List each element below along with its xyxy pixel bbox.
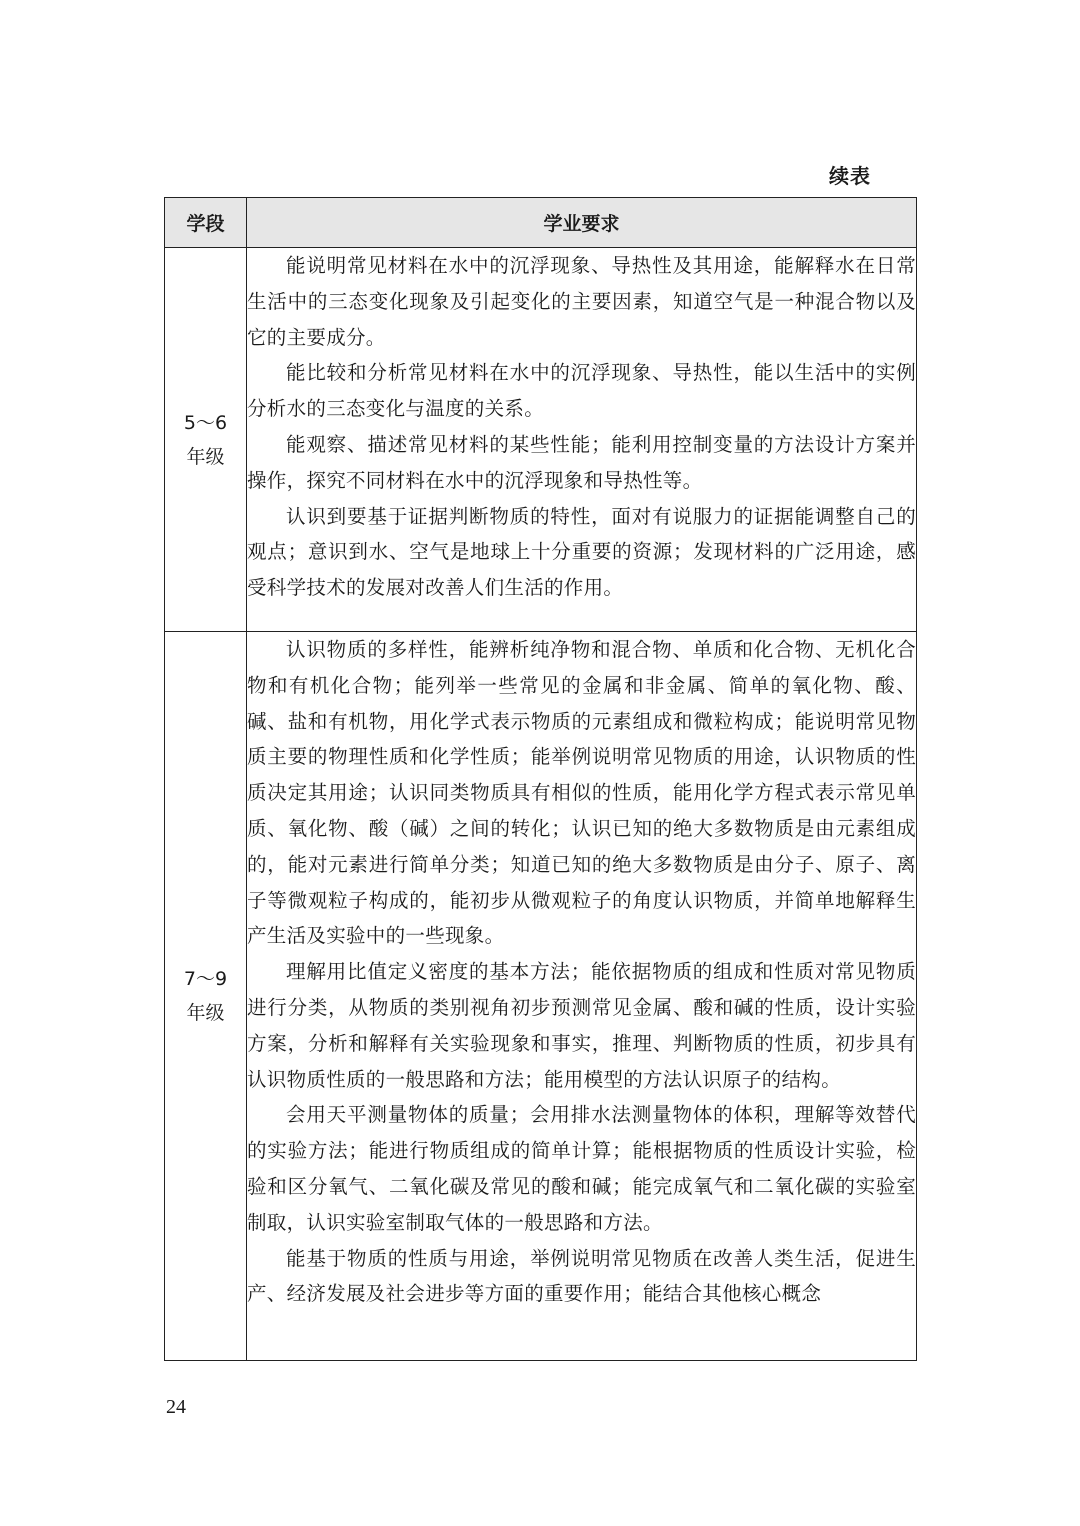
academic-requirements-table [164,197,917,1361]
stage-grade-label: 年级 [186,445,225,468]
page-number: 24 [166,1396,186,1418]
requirement-paragraph: 能基于物质的性质与用途，举例说明常见物质在改善人类生活，促进生产、经济发展及社会进步等方面的重要作用；能结合其他核心概念 [247,1246,916,1306]
stage-grade-range: 7～9 [183,968,228,990]
table-row [165,248,917,632]
stage-grade-range: 5～6 [183,411,228,434]
table-row [165,632,917,1361]
requirement-paragraph: 理解用比值定义密度的基本方法；能依据物质的组成和性质对常见物质进行分类，从物质的类别视角初步预测常见金属、酸和碱的性质，设计实验方案，分析和解释有关实验现象和事实，推理、判断物质的性质，初步具有认识物质性质的一般思路和方法；能用模型的方法认识原子的结构。 [247,960,916,1091]
stage-cell [165,632,247,1361]
requirement-paragraph: 会用天平测量物体的质量；会用排水法测量物体的体积，理解等效替代的实验方法；能进行物质组成的简单计算；能根据物质的性质设计实验，检验和区分氧气、二氧化碳及常见的酸和碱；能完成氧气和二氧化碳的实验室制取，认识实验室制取气体的一般思路和方法。 [247,1103,916,1234]
continued-table-label: 续表 [829,164,871,188]
requirement-paragraph: 认识到要基于证据判断物质的特性，面对有说服力的证据能调整自己的观点；意识到水、空气是地球上十分重要的资源；发现材料的广泛用途，感受科学技术的发展对改善人们生活的作用。 [247,504,916,600]
stage-cell [165,248,247,632]
header-requirement: 学业要求 [247,198,917,248]
requirement-cell [247,248,917,632]
requirement-paragraph: 能观察、描述常见材料的某些性能；能利用控制变量的方法设计方案并操作，探究不同材料在水中的沉浮现象和导热性等。 [247,432,916,492]
requirement-paragraph: 能说明常见材料在水中的沉浮现象、导热性及其用途，能解释水在日常生活中的三态变化现象及引起变化的主要因素，知道空气是一种混合物以及它的主要成分。 [247,254,916,349]
requirement-cell [247,632,917,1361]
table-header-row [165,198,917,248]
stage-grade-label: 年级 [186,1002,225,1024]
requirement-paragraph: 能比较和分析常见材料在水中的沉浮现象、导热性，能以生活中的实例分析水的三态变化与温度的关系。 [247,361,916,421]
header-stage: 学段 [165,198,247,248]
requirement-paragraph: 认识物质的多样性，能辨析纯净物和混合物、单质和化合物、无机化合物和有机化合物；能列举一些常见的金属和非金属、简单的氧化物、酸、碱、盐和有机物，用化学式表示物质的元素组成和微粒构成；能说明常见物质主要的物理性质和化学性质；能举例说明常见物质的用途，认识物质的性质决定其用途；认识同类物质具有相似的性质，能用化学方程式表示常见单质、氧化物、酸（碱）之间的转化；认识已知的绝大多数物质是由元素组成的，能对元素进行简单分类；知道已知的绝大多数物质是由分子、原子、离子等微观粒子构成的，能初步从微观粒子的角度认识物质，并简单地解释生产生活及实验中的一些现象。 [247,638,916,948]
